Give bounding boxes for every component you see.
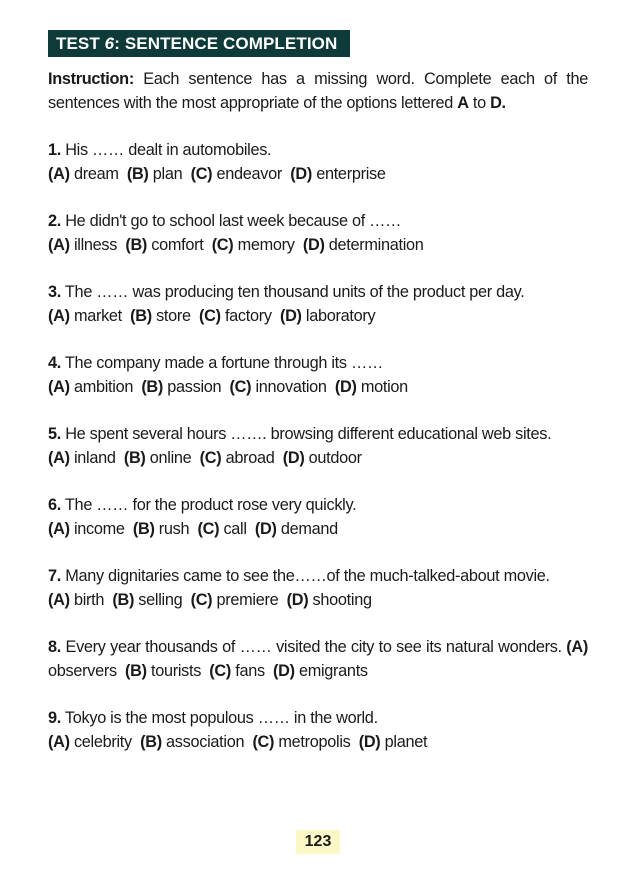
options [48,234,588,258]
option [48,520,125,538]
option-word: income [73,519,125,538]
option-letter: (C) [199,448,222,467]
options [48,376,588,400]
option-word: outdoor [308,448,362,467]
question-number: 1. [48,141,61,159]
question-item [48,423,588,470]
option-word: tourists [150,661,202,680]
option-letter: (B) [126,164,149,183]
option-letter: (C) [190,590,213,609]
option-letter: (A) [48,590,70,609]
option [212,236,295,254]
option [209,662,265,680]
option-letter: (D) [254,519,277,538]
option [191,165,282,183]
question-number: 5. [48,425,61,443]
option-word: inland [73,448,116,467]
option-word: emigrants [298,661,368,680]
question-text: The …… for the product rose very quickly. [60,496,357,514]
option-word: celebrity [73,732,132,751]
option-letter: (A) [48,164,70,183]
question-number: 8. [48,638,61,656]
question-text: The company made a fortune through its …… [60,354,383,372]
option-word: ambition [73,377,134,396]
option-word: abroad [225,448,275,467]
question-stem [48,565,588,589]
option [48,449,116,467]
option-letter: (A) [48,306,70,325]
option-letter: (A) [566,638,588,656]
option [200,449,275,467]
option [191,591,279,609]
option-word: motion [360,377,408,396]
option [230,378,327,396]
option [198,520,247,538]
question-number: 4. [48,354,61,372]
options [48,163,588,187]
options [48,518,588,542]
option-word: illness [73,235,118,254]
option-word: rush [158,519,190,538]
options [48,447,588,471]
option-letter: (A) [48,519,70,538]
question-number: 3. [48,283,61,301]
option-word: innovation [255,377,327,396]
option [335,378,408,396]
question-stem [48,352,588,376]
options [48,589,588,613]
option [48,378,133,396]
option-word: observers [48,661,117,680]
option-letter: (C) [252,732,275,751]
option-letter: (C) [211,235,234,254]
option [140,733,244,751]
option-letter: (B) [112,590,135,609]
option-letter: (B) [125,235,148,254]
question-text: Tokyo is the most populous …… in the world. [60,709,378,727]
option [112,591,182,609]
option-letter: (A) [48,732,70,751]
option-letter: (D) [302,235,325,254]
question-item [48,139,588,186]
option-letter: (D) [290,164,312,183]
option-word: planet [384,732,428,751]
test-title-banner: TEST 6: SENTENCE COMPLETION [48,30,350,57]
option [303,236,424,254]
question-item [48,352,588,399]
option [48,307,122,325]
question-text: He spent several hours ……. browsing different educational web sites. [60,425,552,443]
question-number: 2. [48,212,61,230]
option [280,307,375,325]
question-text: His …… dealt in automobiles. [60,141,272,159]
options [48,731,588,755]
option [252,733,350,751]
option-word: metropolis [278,732,351,751]
option [359,733,428,751]
option [125,236,203,254]
question-number: 9. [48,709,61,727]
option-word: association [166,732,245,751]
page-number: 123 [296,830,340,854]
question-stem [48,281,588,305]
option-word: birth [73,590,105,609]
option-letter: (D) [282,448,305,467]
option-letter: (D) [334,377,357,396]
option-letter: (C) [190,164,213,183]
question-number: 7. [48,567,61,585]
option-word: plan [152,164,183,183]
question-stem [48,707,588,731]
question-item [48,494,588,541]
option [48,733,132,751]
option-letter: (A) [48,377,70,396]
option-word: passion [167,377,222,396]
question-list [48,139,588,754]
option [255,520,338,538]
option-word: selling [138,590,183,609]
option-word: enterprise [316,164,386,183]
option [290,165,385,183]
option-word: factory [224,306,272,325]
question-text: He didn't go to school last week because of …… [60,212,402,230]
question-text: The …… was producing ten thousand units of the product per day. [60,283,525,301]
question-stem [48,423,588,447]
option-word: endeavor [216,164,283,183]
option-letter: (C) [197,519,220,538]
option [48,236,117,254]
option [287,591,372,609]
option [125,662,201,680]
option-word: premiere [216,590,279,609]
option [124,449,192,467]
option [283,449,362,467]
option [130,307,191,325]
question-item [48,281,588,328]
question-number: 6. [48,496,61,514]
question-text: Many dignitaries came to see the……of the much-talked-about movie. [60,567,550,585]
option [48,165,119,183]
question-item [48,636,588,683]
option-letter: (B) [140,732,162,751]
option [199,307,272,325]
option-letter: (B) [141,377,164,396]
option-letter: (D) [279,306,302,325]
option [273,662,368,680]
question-stem [48,494,588,518]
option-word: fans [235,661,265,680]
option-word: shooting [312,590,372,609]
question-item [48,210,588,257]
question-stem [48,636,588,683]
option-word: dream [73,164,119,183]
options [48,305,588,329]
question-item [48,707,588,754]
option [127,165,183,183]
option [133,520,189,538]
option [48,591,104,609]
option-letter: (A) [48,448,70,467]
option-letter: (D) [273,661,295,680]
option-word: online [149,448,192,467]
question-stem [48,210,588,234]
option-letter: (D) [286,590,309,609]
question-text: Every year thousands of …… visited the city to see its natural wonders. [60,638,567,656]
option-word: store [156,306,191,325]
test-content [48,68,588,778]
option-word: call [223,519,247,538]
option-word: market [73,306,122,325]
question-stem [48,139,588,163]
option-word: comfort [151,235,204,254]
option-letter: (C) [199,306,221,325]
option-word: demand [280,519,338,538]
option-letter: (D) [358,732,381,751]
option-letter: (B) [132,519,155,538]
option-letter: (A) [48,235,70,254]
option [141,378,221,396]
option-word: determination [328,235,424,254]
instruction: Instruction: Each sentence has a missing word. Complete each of the sentences with the most appropriate of the options lettered A to D. [48,70,588,112]
option-letter: (B) [130,306,152,325]
option-word: laboratory [305,306,376,325]
option-letter: (C) [209,661,231,680]
option-letter: (B) [125,661,147,680]
question-item [48,565,588,612]
option-word: memory [237,235,295,254]
option-letter: (B) [123,448,146,467]
option-letter: (C) [229,377,252,396]
